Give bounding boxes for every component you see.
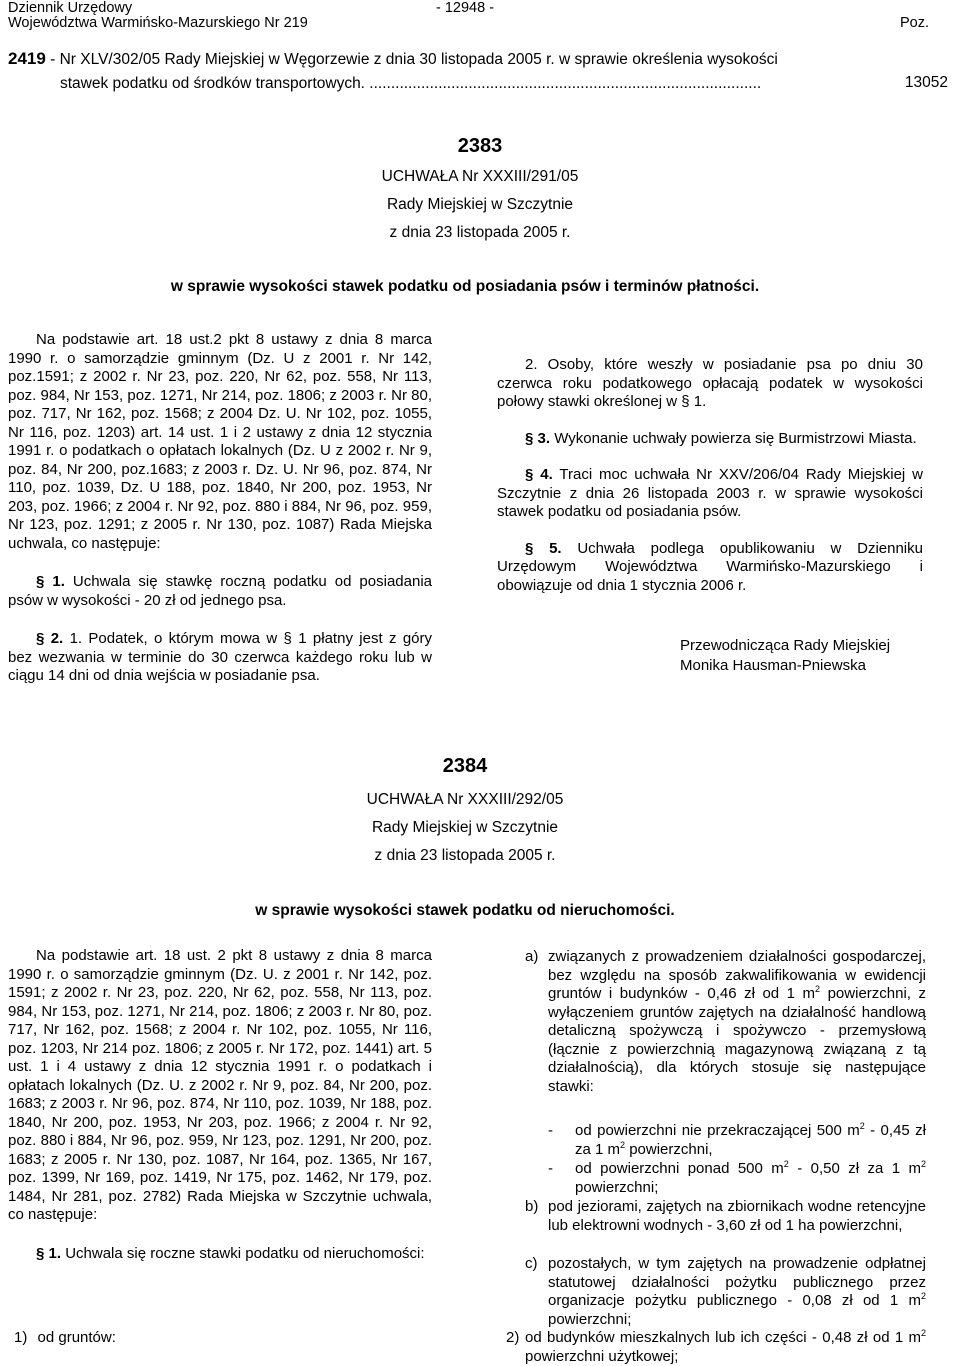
item-a-text	[548, 948, 926, 1096]
resolution-2384-title: UCHWAŁA Nr XXXIII/292/05	[366, 791, 564, 808]
item-a-label: a)	[525, 948, 539, 965]
paragraph-2-text: 1. Podatek, o którym mowa w § 1 płatny jest z góry bez wezwania w terminie do 30 czerwca każdego roku lub w ciągu 14 dni od dnia wejścia w posiadanie psa.	[8, 630, 433, 684]
item-c-text: pozostałych, w tym zajętych na prowadzenie odpłatnej statutowej działalności pożytku publicznego przez organizacje pożytku publicznego - 0,08 zł od 1 $m^2$ powierzchni;	[548, 1255, 926, 1328]
dash-1-text: od powierzchni nie przekraczającej 500 $m^2 - 0,45$ zł za 1 $m^2$ powierzchni,	[575, 1121, 926, 1158]
paragraph-1-mark: § 1.	[36, 1244, 62, 1262]
dash-1-label: -	[548, 1122, 553, 1139]
journal-issue: Województwa Warmińsko-Mazurskiego Nr 219	[8, 15, 308, 31]
resolution-2384-date: z dnia 23 listopada 2005 r.	[374, 847, 556, 864]
toc-entry-number: 2419	[8, 49, 46, 68]
resolution-2384-paragraph-1	[8, 1245, 432, 1264]
toc-entry-page: 13052	[904, 74, 948, 91]
paragraph-5-text: Uchwała podlega opublikowaniu w Dzienniku Urzędowym Województwa Warmińsko-Mazurskiego i obowiązuje od dnia 1 stycznia 2006 r.	[497, 539, 923, 594]
signature-role: Przewodnicząca Rady Miejskiej	[680, 637, 891, 654]
resolution-2383-paragraph-5	[497, 540, 923, 596]
resolution-2383-right-column	[497, 356, 923, 595]
journal-title: Dziennik Urzędowy	[8, 0, 133, 16]
page-number: - 12948 -	[436, 0, 495, 16]
paragraph-4-mark: § 4.	[525, 466, 553, 483]
resolution-2384-council: Rady Miejskiej w Szczytnie	[371, 819, 559, 836]
toc-entry-line2: stawek podatku od środków transportowych. ...........................................................................................	[60, 75, 762, 92]
paragraph-3-mark: § 3.	[525, 429, 551, 447]
resolution-2384-subject: w sprawie wysokości stawek podatku od nieruchomości.	[255, 902, 675, 919]
paragraph-5-mark: § 5.	[525, 539, 562, 557]
toc-entry-line1: - Nr XLV/302/05 Rady Miejskiej w Węgorzewie z dnia 30 listopada 2005 r. w sprawie określenia wysokości	[50, 51, 778, 68]
item-2-text: od budynków mieszkalnych lub ich części - 0,48 zł od 1 $m^2$ powierzchni użytkowej;	[525, 1328, 926, 1365]
item-1	[14, 1329, 116, 1348]
item-b-label: b)	[525, 1198, 539, 1215]
signature-name: Monika Hausman-Pniewska	[680, 657, 866, 674]
item-b-text: pod jeziorami, zajętych na zbiornikach wodne retencyjne lub elektrowni wodnych - 3,60 zł od 1 ha powierzchni,	[548, 1198, 926, 1234]
paragraph-4-text: Traci moc uchwała Nr XXV/206/04 Rady Miejskiej w Szczytnie z dnia 26 listopada 2003 r. w sprawie wysokości stawek podatku od posiadania psów.	[497, 466, 923, 520]
item-1-label: 1)	[14, 1329, 28, 1346]
item-2-label: 2)	[506, 1329, 520, 1346]
item-a-text-part: związanych z prowadzeniem działalności gospodarczej, bez względu na sposób zakwalifikowania w ewidencji gruntów i budynków - 0,46 zł od 1 $m^2$ powierzchni, z wyłączeniem gruntów zajętych na działalność handlową detaliczną spożywczą i spożywczo - przemysłową (łącznie z powierzchnią magazynową związaną z tą działalnością), dla których stosuje się następujące stawki:	[548, 948, 926, 1095]
toc-entry[interactable]	[8, 47, 948, 96]
item-c-label: c)	[525, 1255, 538, 1272]
paragraph-1-text: Uchwala się roczne stawki podatku od nieruchomości:	[65, 1244, 425, 1262]
paragraph-3-text: Wykonanie uchwały powierza się Burmistrzowi Miasta.	[554, 429, 917, 447]
resolution-2383-council: Rady Miejskiej w Szczytnie	[386, 196, 574, 213]
resolution-2383-preamble: Na podstawie art. 18 ust.2 pkt 8 ustawy z dnia 8 marca 1990 r. o samorządzie gminnym (Dz. U z 2001 r. Nr 142, poz.1591; z 2002 r. Nr 23, poz. 220, Nr 62, poz. 558, Nr 113, poz. 984, Nr 153, poz. 1271, Nr 214, poz. 1806; z 2003 r. Nr 80, poz. 717, Nr 162, poz. 1568; z 2004 Dz. U. Nr 102, poz. 1055, Nr 116, poz. 1203) art. 14 ust. 1 i 2 ustawy z dnia 12 stycznia 1991 r. o podatkach o opłatach lokalnych (Dz. U z 2002 r. Nr 9, poz. 84, Nr 200, poz.1683; z 2003 r. Dz. U. Nr 96, poz. 874, Nr 110, poz. 1039, Dz. U 188, poz. 1840, Nr 200, poz. 1953, Nr 203, poz. 1966; z 2004 r. Nr 92, poz. 880 i 884, Nr 96, poz. 959, Nr 123, poz. 1291; z 2005 r. Nr 130, poz. 1087) Rada Miejska uchwala, co następuje:	[8, 331, 432, 552]
paragraph-1-mark: § 1.	[36, 573, 65, 590]
resolution-2383-paragraph-1	[8, 573, 432, 610]
resolution-2384-preamble: Na podstawie art. 18 ust. 2 pkt 8 ustawy z dnia 8 marca 1990 r. o samorządzie gminnym (Dz. U. z 2001 r. Nr 142, poz. 1591; z 2002 r. Nr 23, poz. 220, Nr 62, poz. 558, Nr 113, poz. 984, Nr 153, poz. 1271, Nr 214, poz. 1806; z 2003 r. Nr 80, poz. 717, Nr 162, poz. 1568; z 2004 r. Nr 102, poz. 1055, Nr 116, poz. 1203, Nr 214 poz. 1806; z 2005 r. Nr 172, poz. 1441) art. 5 ust. 1 i 4 ustawy z dnia 12 stycznia 1991 r. o podatkach i opłatach lokalnych (Dz. U. z 2002 r. Nr 9, poz. 84, Nr 200, poz. 1683; z 2003 r. Nr 96, poz. 874, Nr 110, poz. 1039, Nr 188, poz. 1840, Nr 200, poz. 1953, Nr 203, poz. 1966; z 2004 r. Nr 92, poz. 880 i 884, Nr 96, poz. 959, Nr 123, poz. 1291, Nr 200, poz. 1683; z 2005 r. Nr 130, poz. 1087, Nr 164, poz. 1365, Nr 167, poz. 1399, Nr 169, poz. 1419, Nr 175, poz. 1462, Nr 179, poz. 1484, Nr 281, poz. 2782) Rada Miejska w Szczytnie uchwala, co następuje:	[8, 947, 432, 1223]
dash-2-label: -	[548, 1160, 553, 1177]
resolution-2384-number: 2384	[442, 755, 488, 777]
signature-block	[680, 636, 890, 676]
position-label: Poz.	[900, 15, 930, 31]
resolution-2383-paragraph-4	[497, 466, 923, 522]
resolution-2383-paragraph-3	[497, 430, 923, 449]
paragraph-2-item-2: 2. Osoby, które weszły w posiadanie psa po dniu 30 czerwca roku podatkowego opłacają podatek w wysokości połowy stawki określonej w § 1.	[497, 356, 923, 410]
paragraph-1-text: Uchwala się stawkę roczną podatku od posiadania psów w wysokości - 20 zł od jednego psa.	[8, 573, 432, 609]
item-1-text: od gruntów:	[37, 1329, 116, 1346]
resolution-2383-paragraph-2	[8, 630, 432, 686]
resolution-2383-left-column	[8, 331, 432, 686]
dash-2-text: od powierzchni ponad 500 $m^2 - 0,50$ zł za 1 $m^2$ powierzchni;	[575, 1159, 926, 1196]
paragraph-2-mark: § 2.	[36, 630, 64, 647]
resolution-2383-title: UCHWAŁA Nr XXXIII/291/05	[381, 168, 579, 185]
resolution-2383-number: 2383	[457, 135, 503, 157]
resolution-2383-date: z dnia 23 listopada 2005 r.	[389, 224, 571, 241]
resolution-2383-subject: w sprawie wysokości stawek podatku od posiadania psów i terminów płatności.	[170, 278, 760, 295]
resolution-2384-left-column	[8, 947, 432, 1263]
